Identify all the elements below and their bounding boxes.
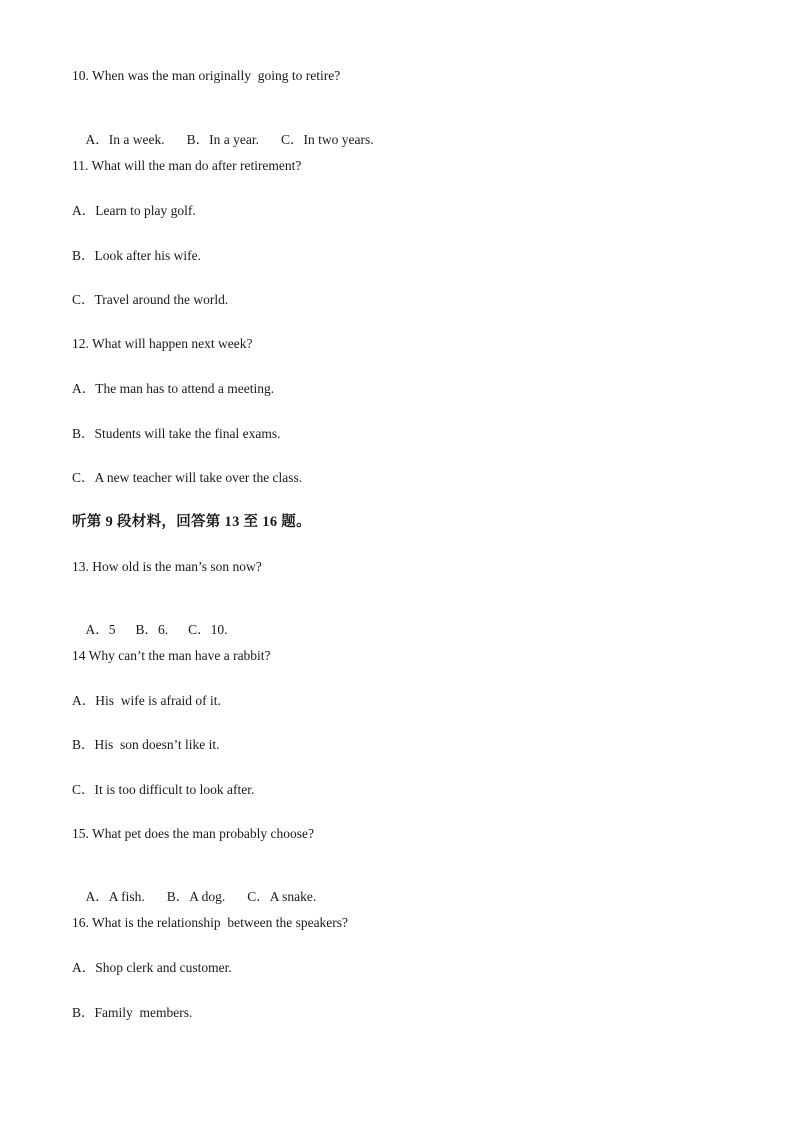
question-11: 11. What will the man do after retirement? bbox=[72, 158, 302, 173]
question-11-option-c: C．Travel around the world. bbox=[72, 292, 229, 307]
option-c: C．10. bbox=[188, 622, 228, 637]
option-b: B．6. bbox=[135, 622, 169, 637]
option-a: A．5 bbox=[85, 622, 116, 637]
question-11-option-b: B．Look after his wife. bbox=[72, 248, 201, 263]
question-14-option-c: C．It is too difficult to look after. bbox=[72, 782, 255, 797]
question-16-option-a: A．Shop clerk and customer. bbox=[72, 960, 232, 975]
question-12-option-b: B．Students will take the final exams. bbox=[72, 426, 281, 441]
option-b: B．A dog. bbox=[166, 889, 226, 904]
question-16: 16. What is the relationship between the speakers? bbox=[72, 915, 349, 930]
question-12-option-a: A．The man has to attend a meeting. bbox=[72, 381, 275, 396]
question-15: 15. What pet does the man probably choose? bbox=[72, 826, 314, 841]
question-14-option-b: B．His son doesn’t like it. bbox=[72, 737, 220, 752]
option-a: A．A fish. bbox=[85, 889, 145, 904]
option-a: A．In a week. bbox=[85, 132, 165, 147]
question-13: 13. How old is the man’s son now? bbox=[72, 559, 262, 574]
question-16-option-b: B．Family members. bbox=[72, 1005, 193, 1020]
option-c: C．A snake. bbox=[247, 889, 317, 904]
section-heading: 听第 9 段材料，回答第 13 至 16 题。 bbox=[72, 514, 311, 530]
question-12: 12. What will happen next week? bbox=[72, 336, 253, 351]
question-14-option-a: A．His wife is afraid of it. bbox=[72, 693, 221, 708]
option-c: C．In two years. bbox=[280, 132, 374, 147]
option-b: B．In a year. bbox=[186, 132, 259, 147]
question-12-option-c: C．A new teacher will take over the class. bbox=[72, 470, 303, 485]
question-11-option-a: A．Learn to play golf. bbox=[72, 203, 196, 218]
question-10: 10. When was the man originally going to retire? bbox=[72, 68, 341, 83]
question-14: 14 Why can’t the man have a rabbit? bbox=[72, 648, 271, 663]
